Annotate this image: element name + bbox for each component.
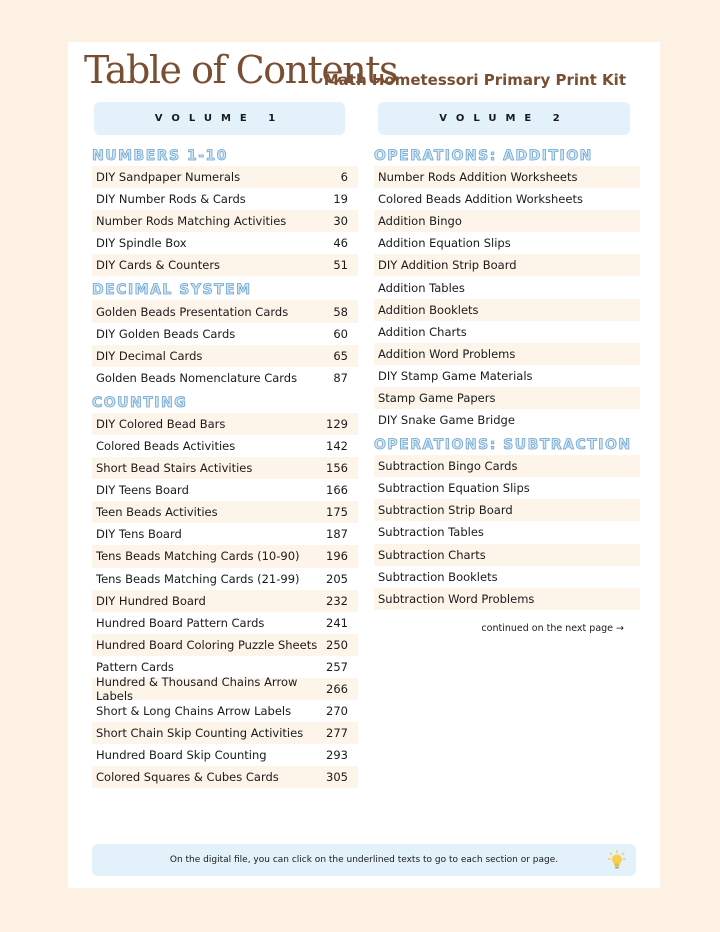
- entry-title[interactable]: Addition Booklets: [378, 302, 479, 317]
- toc-entry[interactable]: [92, 210, 358, 232]
- entry-title[interactable]: Number Rods Matching Activities: [96, 214, 287, 229]
- toc-entry[interactable]: [92, 479, 358, 501]
- toc-entry[interactable]: [92, 590, 358, 612]
- entry-page-number[interactable]: 60: [333, 326, 348, 341]
- entry-title[interactable]: Colored Beads Addition Worksheets: [378, 192, 583, 207]
- entry-title[interactable]: Subtraction Equation Slips: [378, 481, 530, 496]
- continued-note: continued on the next page →: [481, 623, 624, 634]
- toc-entry[interactable]: [374, 188, 640, 210]
- toc-entry[interactable]: [92, 612, 358, 634]
- entry-title[interactable]: Teen Beads Activities: [96, 505, 218, 520]
- toc-entry[interactable]: [92, 457, 358, 479]
- toc-entry[interactable]: [92, 166, 358, 188]
- toc-entry[interactable]: [374, 409, 640, 431]
- entry-title[interactable]: Tens Beads Matching Cards (21-99): [96, 571, 300, 586]
- entry-page-number[interactable]: 175: [326, 505, 348, 520]
- toc-entry[interactable]: [92, 545, 358, 567]
- entry-title[interactable]: DIY Sandpaper Numerals: [96, 170, 241, 185]
- entry-page-number[interactable]: 196: [326, 549, 348, 564]
- kit-subtitle: Math Hometessori Primary Print Kit: [323, 71, 626, 89]
- toc-entry[interactable]: [92, 700, 358, 722]
- entry-title[interactable]: Addition Bingo: [378, 214, 462, 229]
- toc-entry[interactable]: [92, 323, 358, 345]
- toc-entry[interactable]: [92, 254, 358, 276]
- entry-title[interactable]: Subtraction Booklets: [378, 569, 498, 584]
- entry-title[interactable]: Pattern Cards: [96, 659, 174, 674]
- entry-title[interactable]: Number Rods Addition Worksheets: [378, 170, 578, 185]
- toc-entry[interactable]: [92, 722, 358, 744]
- entry-title[interactable]: Colored Beads Activities: [96, 438, 236, 453]
- entry-title[interactable]: DIY Snake Game Bridge: [378, 413, 515, 428]
- entry-title[interactable]: Colored Squares & Cubes Cards: [96, 770, 279, 785]
- entry-page-number[interactable]: 257: [326, 659, 348, 674]
- entry-page-number[interactable]: 142: [326, 438, 348, 453]
- entry-title[interactable]: Addition Tables: [378, 280, 465, 295]
- volume-2-column: [374, 146, 640, 610]
- toc-entry[interactable]: [92, 568, 358, 590]
- entry-page-number[interactable]: 156: [326, 461, 348, 476]
- entry-title[interactable]: DIY Hundred Board: [96, 593, 206, 608]
- entry-page-number[interactable]: 19: [333, 192, 348, 207]
- entry-page-number[interactable]: 58: [333, 304, 348, 319]
- toc-entry[interactable]: [92, 232, 358, 254]
- entry-title[interactable]: Short & Long Chains Arrow Labels: [96, 704, 292, 719]
- toc-entry[interactable]: [374, 299, 640, 321]
- toc-entry[interactable]: [92, 345, 358, 367]
- volume-1-header: VOLUME 1: [94, 102, 345, 135]
- toc-entry[interactable]: [374, 544, 640, 566]
- toc-entry[interactable]: [92, 501, 358, 523]
- section-title[interactable]: OPERATIONS: ADDITION: [374, 148, 593, 164]
- entry-page-number[interactable]: 250: [326, 637, 348, 652]
- entry-title[interactable]: Short Chain Skip Counting Activities: [96, 726, 304, 741]
- entry-page-number[interactable]: 129: [326, 416, 348, 431]
- toc-entry[interactable]: [374, 521, 640, 543]
- toc-entry[interactable]: [374, 232, 640, 254]
- toc-entry[interactable]: [374, 210, 640, 232]
- entry-title[interactable]: DIY Spindle Box: [96, 236, 187, 251]
- entry-page-number[interactable]: 270: [326, 704, 348, 719]
- entry-page-number[interactable]: 266: [326, 682, 348, 697]
- entry-page-number[interactable]: 30: [333, 214, 348, 229]
- toc-entry[interactable]: [92, 766, 358, 788]
- toc-entry[interactable]: [92, 675, 358, 704]
- toc-entry[interactable]: [92, 523, 358, 545]
- entry-title[interactable]: Addition Word Problems: [378, 346, 516, 361]
- toc-entry[interactable]: [374, 276, 640, 298]
- entry-title[interactable]: Subtraction Charts: [378, 547, 486, 562]
- entry-title[interactable]: Hundred & Thousand Chains Arrow Labels: [96, 675, 298, 704]
- entry-page-number[interactable]: 46: [333, 236, 348, 251]
- entry-title[interactable]: Hundred Board Pattern Cards: [96, 615, 265, 630]
- footer-note-box: [92, 844, 636, 876]
- toc-entry[interactable]: [374, 343, 640, 365]
- entry-title[interactable]: DIY Teens Board: [96, 483, 189, 498]
- entry-page-number[interactable]: 232: [326, 593, 348, 608]
- lightbulb-icon: [608, 850, 626, 870]
- entry-page-number[interactable]: 187: [326, 527, 348, 542]
- entry-page-number[interactable]: 241: [326, 615, 348, 630]
- page-title: Table of Contents: [84, 48, 398, 92]
- toc-entry[interactable]: [92, 744, 358, 766]
- entry-title[interactable]: DIY Decimal Cards: [96, 348, 203, 363]
- entry-page-number[interactable]: 65: [333, 348, 348, 363]
- toc-entry[interactable]: [374, 477, 640, 499]
- entry-page-number[interactable]: 6: [340, 170, 348, 185]
- toc-entry[interactable]: [92, 634, 358, 656]
- entry-page-number[interactable]: 205: [326, 571, 348, 586]
- entry-title[interactable]: Stamp Game Papers: [378, 390, 496, 405]
- entry-title[interactable]: DIY Tens Board: [96, 527, 182, 542]
- volume-2-header: VOLUME 2: [378, 102, 630, 135]
- section-title[interactable]: NUMBERS 1-10: [92, 148, 229, 164]
- toc-entry[interactable]: [374, 321, 640, 343]
- toc-entry[interactable]: [92, 435, 358, 457]
- toc-entry[interactable]: [374, 499, 640, 521]
- toc-entry[interactable]: [92, 413, 358, 435]
- entry-title[interactable]: Golden Beads Presentation Cards: [96, 304, 289, 319]
- entry-title[interactable]: Addition Charts: [378, 324, 467, 339]
- entry-title[interactable]: Golden Beads Nomenclature Cards: [96, 370, 298, 385]
- entry-title[interactable]: Subtraction Tables: [378, 525, 484, 540]
- entry-page-number[interactable]: 51: [333, 258, 348, 273]
- toc-entry[interactable]: [374, 365, 640, 387]
- entry-title[interactable]: Subtraction Word Problems: [378, 591, 535, 606]
- entry-title[interactable]: DIY Stamp Game Materials: [378, 368, 533, 383]
- toc-entry[interactable]: [92, 188, 358, 210]
- entry-title[interactable]: Subtraction Bingo Cards: [378, 459, 518, 474]
- toc-entry[interactable]: [92, 367, 358, 389]
- entry-title[interactable]: DIY Number Rods & Cards: [96, 192, 246, 207]
- toc-entry[interactable]: [374, 166, 640, 188]
- entry-page-number[interactable]: 277: [326, 726, 348, 741]
- footer-note: On the digital file, you can click on the underlined texts to go to each section or page.: [169, 855, 559, 865]
- toc-entry[interactable]: [374, 588, 640, 610]
- entry-title[interactable]: Subtraction Strip Board: [378, 503, 513, 518]
- entry-title[interactable]: DIY Addition Strip Board: [378, 258, 517, 273]
- entry-page-number[interactable]: 87: [333, 370, 348, 385]
- toc-entry[interactable]: [92, 300, 358, 322]
- entry-title[interactable]: Hundred Board Skip Counting: [96, 748, 267, 763]
- entry-title[interactable]: Tens Beads Matching Cards (10-90): [96, 549, 300, 564]
- entry-page-number[interactable]: 305: [326, 770, 348, 785]
- toc-entry[interactable]: [374, 455, 640, 477]
- entry-page-number[interactable]: 166: [326, 483, 348, 498]
- entry-title[interactable]: Short Bead Stairs Activities: [96, 461, 253, 476]
- entry-title[interactable]: DIY Cards & Counters: [96, 258, 221, 273]
- entry-title[interactable]: Hundred Board Coloring Puzzle Sheets: [96, 637, 318, 652]
- toc-entry[interactable]: [374, 254, 640, 276]
- section-title[interactable]: OPERATIONS: SUBTRACTION: [374, 437, 632, 454]
- section-title[interactable]: DECIMAL SYSTEM: [92, 282, 252, 299]
- entry-title[interactable]: DIY Golden Beads Cards: [96, 326, 236, 341]
- entry-page-number[interactable]: 293: [326, 748, 348, 763]
- entry-title[interactable]: DIY Colored Bead Bars: [96, 416, 226, 431]
- volume-1-column: [92, 146, 358, 788]
- section-title[interactable]: COUNTING: [92, 394, 188, 411]
- entry-title[interactable]: Addition Equation Slips: [378, 236, 511, 251]
- document-page: [68, 42, 660, 888]
- toc-entry[interactable]: [374, 387, 640, 409]
- toc-entry[interactable]: [374, 566, 640, 588]
